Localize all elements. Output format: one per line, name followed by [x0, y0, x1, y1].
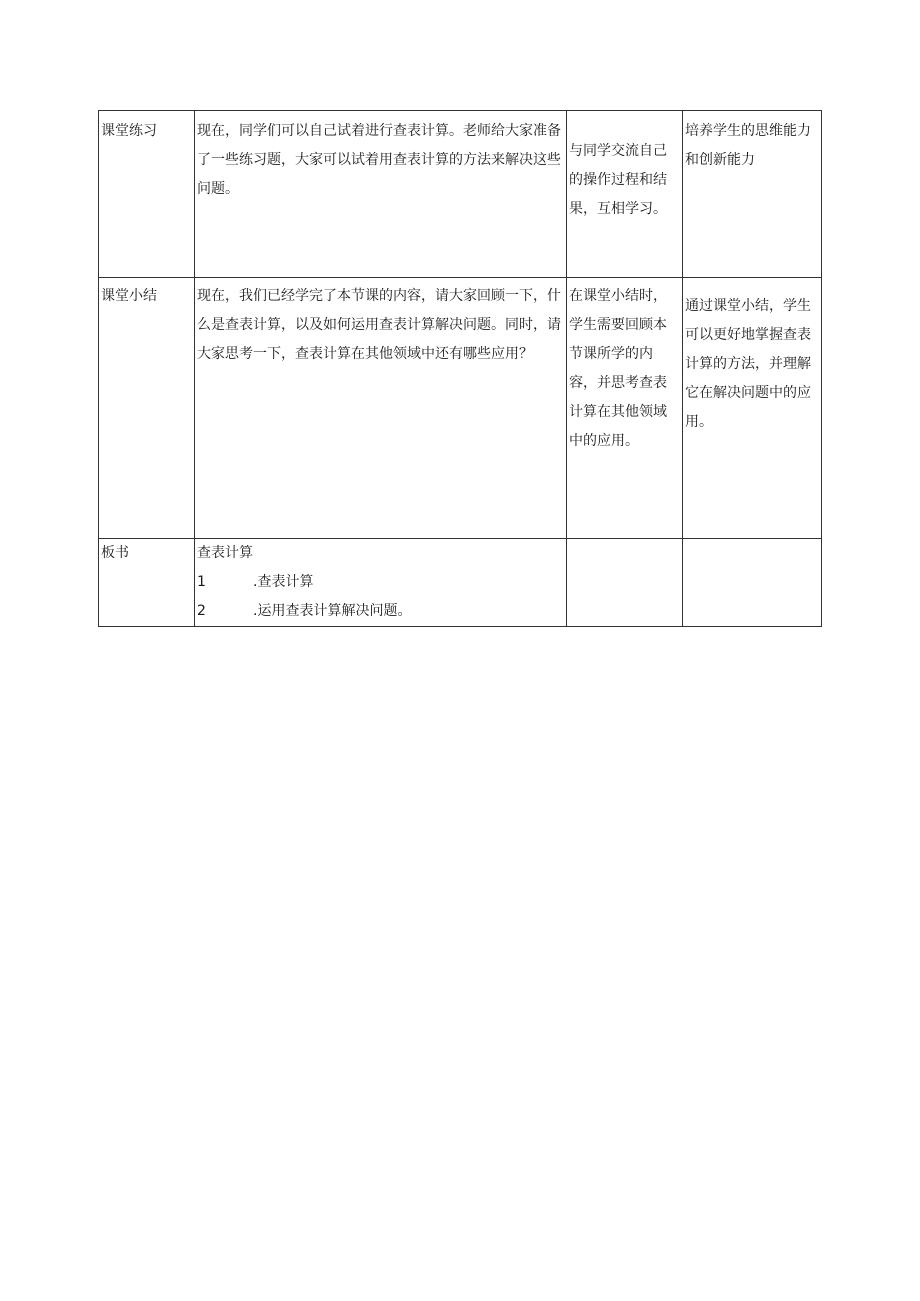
table-row: [99, 539, 822, 627]
empty-cell: [683, 539, 822, 627]
design-purpose-cell: 培养学生的思维能力和创新能力: [683, 111, 822, 278]
board-item-text: .运用查表计算解决问题。: [253, 603, 412, 619]
empty-cell: [567, 539, 683, 627]
student-activity-cell: 在课堂小结时，学生需要回顾本节课所学的内容，并思考查表计算在其他领域中的应用。: [567, 278, 683, 539]
teacher-activity-cell: 现在，我们已经学完了本节课的内容，请大家回顾一下，什么是查表计算，以及如何运用查表计算解决问题。同时，请大家思考一下，查表计算在其他领域中还有哪些应用？: [195, 278, 567, 539]
table-row: [99, 111, 822, 278]
table-row: [99, 278, 822, 539]
lesson-plan-table: [98, 110, 822, 627]
stage-cell: 课堂小结: [99, 278, 195, 539]
board-item: [197, 568, 564, 597]
design-purpose-cell: 通过课堂小结，学生可以更好地掌握查表计算的方法，并理解它在解决问题中的应用。: [683, 278, 822, 539]
board-title: 查表计算: [197, 545, 253, 561]
board-item-number: 1: [197, 574, 206, 590]
teacher-activity-cell: 现在，同学们可以自己试着进行查表计算。老师给大家准备了一些练习题，大家可以试着用查表计算的方法来解决这些问题。: [195, 111, 567, 278]
student-activity-cell: 与同学交流自己的操作过程和结果，互相学习。: [567, 111, 683, 278]
board-content-cell: [195, 539, 567, 627]
stage-cell: 板书: [99, 539, 195, 627]
board-item-number: 2: [197, 603, 206, 619]
board-item: [197, 597, 564, 626]
board-item-text: .查表计算: [253, 574, 314, 590]
stage-cell: 课堂练习: [99, 111, 195, 278]
